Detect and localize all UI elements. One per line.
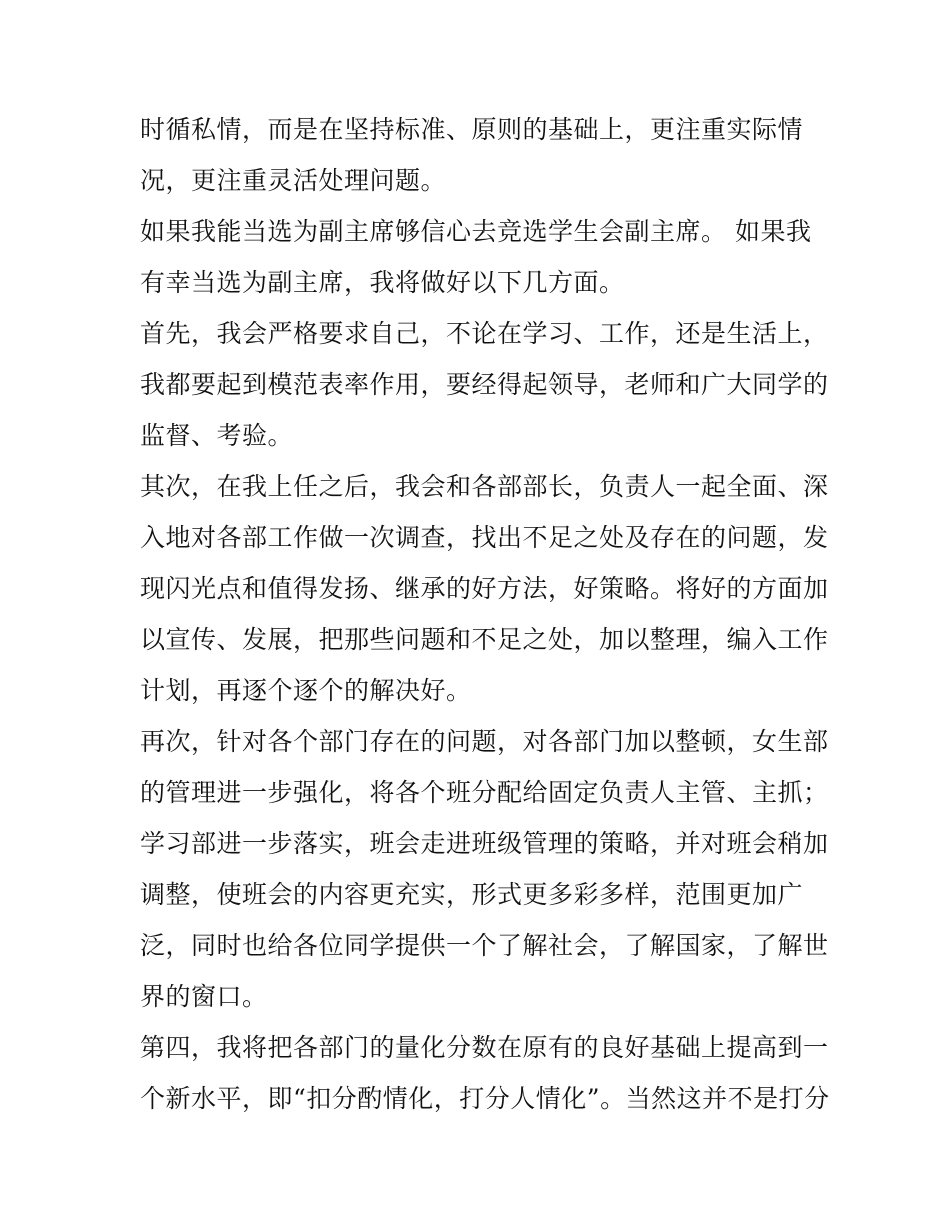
text-line: 个新水平，即“扣分酌情化，打分人情化”。当然这并不是打分 <box>140 1084 830 1113</box>
text-line: 再次，针对各个部门存在的问题，对各部门加以整顿，女生部 <box>140 727 829 756</box>
text-line: 入地对各部工作做一次调查，找出不足之处及存在的问题，发 <box>140 523 829 552</box>
text-line: 首先，我会严格要求自己，不论在学习、工作，还是生活上， <box>140 319 829 348</box>
text-line: 有幸当选为副主席，我将做好以下几方面。 <box>140 268 625 297</box>
text-line: 的管理进一步强化，将各个班分配给固定负责人主管、主抓； <box>140 778 829 807</box>
text-line: 泛，同时也给各位同学提供一个了解社会，了解国家，了解世 <box>140 931 829 960</box>
text-line: 如果我能当选为副主席够信心去竞选学生会副主席。 如果我 <box>140 217 812 246</box>
text-line: 我都要起到模范表率作用，要经得起领导，老师和广大同学的 <box>140 370 829 399</box>
text-line: 况，更注重灵活处理问题。 <box>140 166 447 195</box>
text-line: 其次，在我上任之后，我会和各部部长，负责人一起全面、深 <box>140 472 829 501</box>
text-line: 监督、考验。 <box>140 421 294 450</box>
text-line: 界的窗口。 <box>140 982 268 1011</box>
text-line: 计划，再逐个逐个的解决好。 <box>140 676 472 705</box>
text-line: 学习部进一步落实，班会走进班级管理的策略，并对班会稍加 <box>140 829 829 858</box>
text-line: 时循私情，而是在坚持标准、原则的基础上，更注重实际情 <box>140 115 804 144</box>
text-line: 以宣传、发展，把那些问题和不足之处，加以整理，编入工作 <box>140 625 829 654</box>
text-line: 调整，使班会的内容更充实，形式更多彩多样，范围更加广 <box>140 880 804 909</box>
text-line: 现闪光点和值得发扬、继承的好方法，好策略。将好的方面加 <box>140 574 829 603</box>
text-line: 第四，我将把各部门的量化分数在原有的良好基础上提高到一 <box>140 1033 829 1062</box>
